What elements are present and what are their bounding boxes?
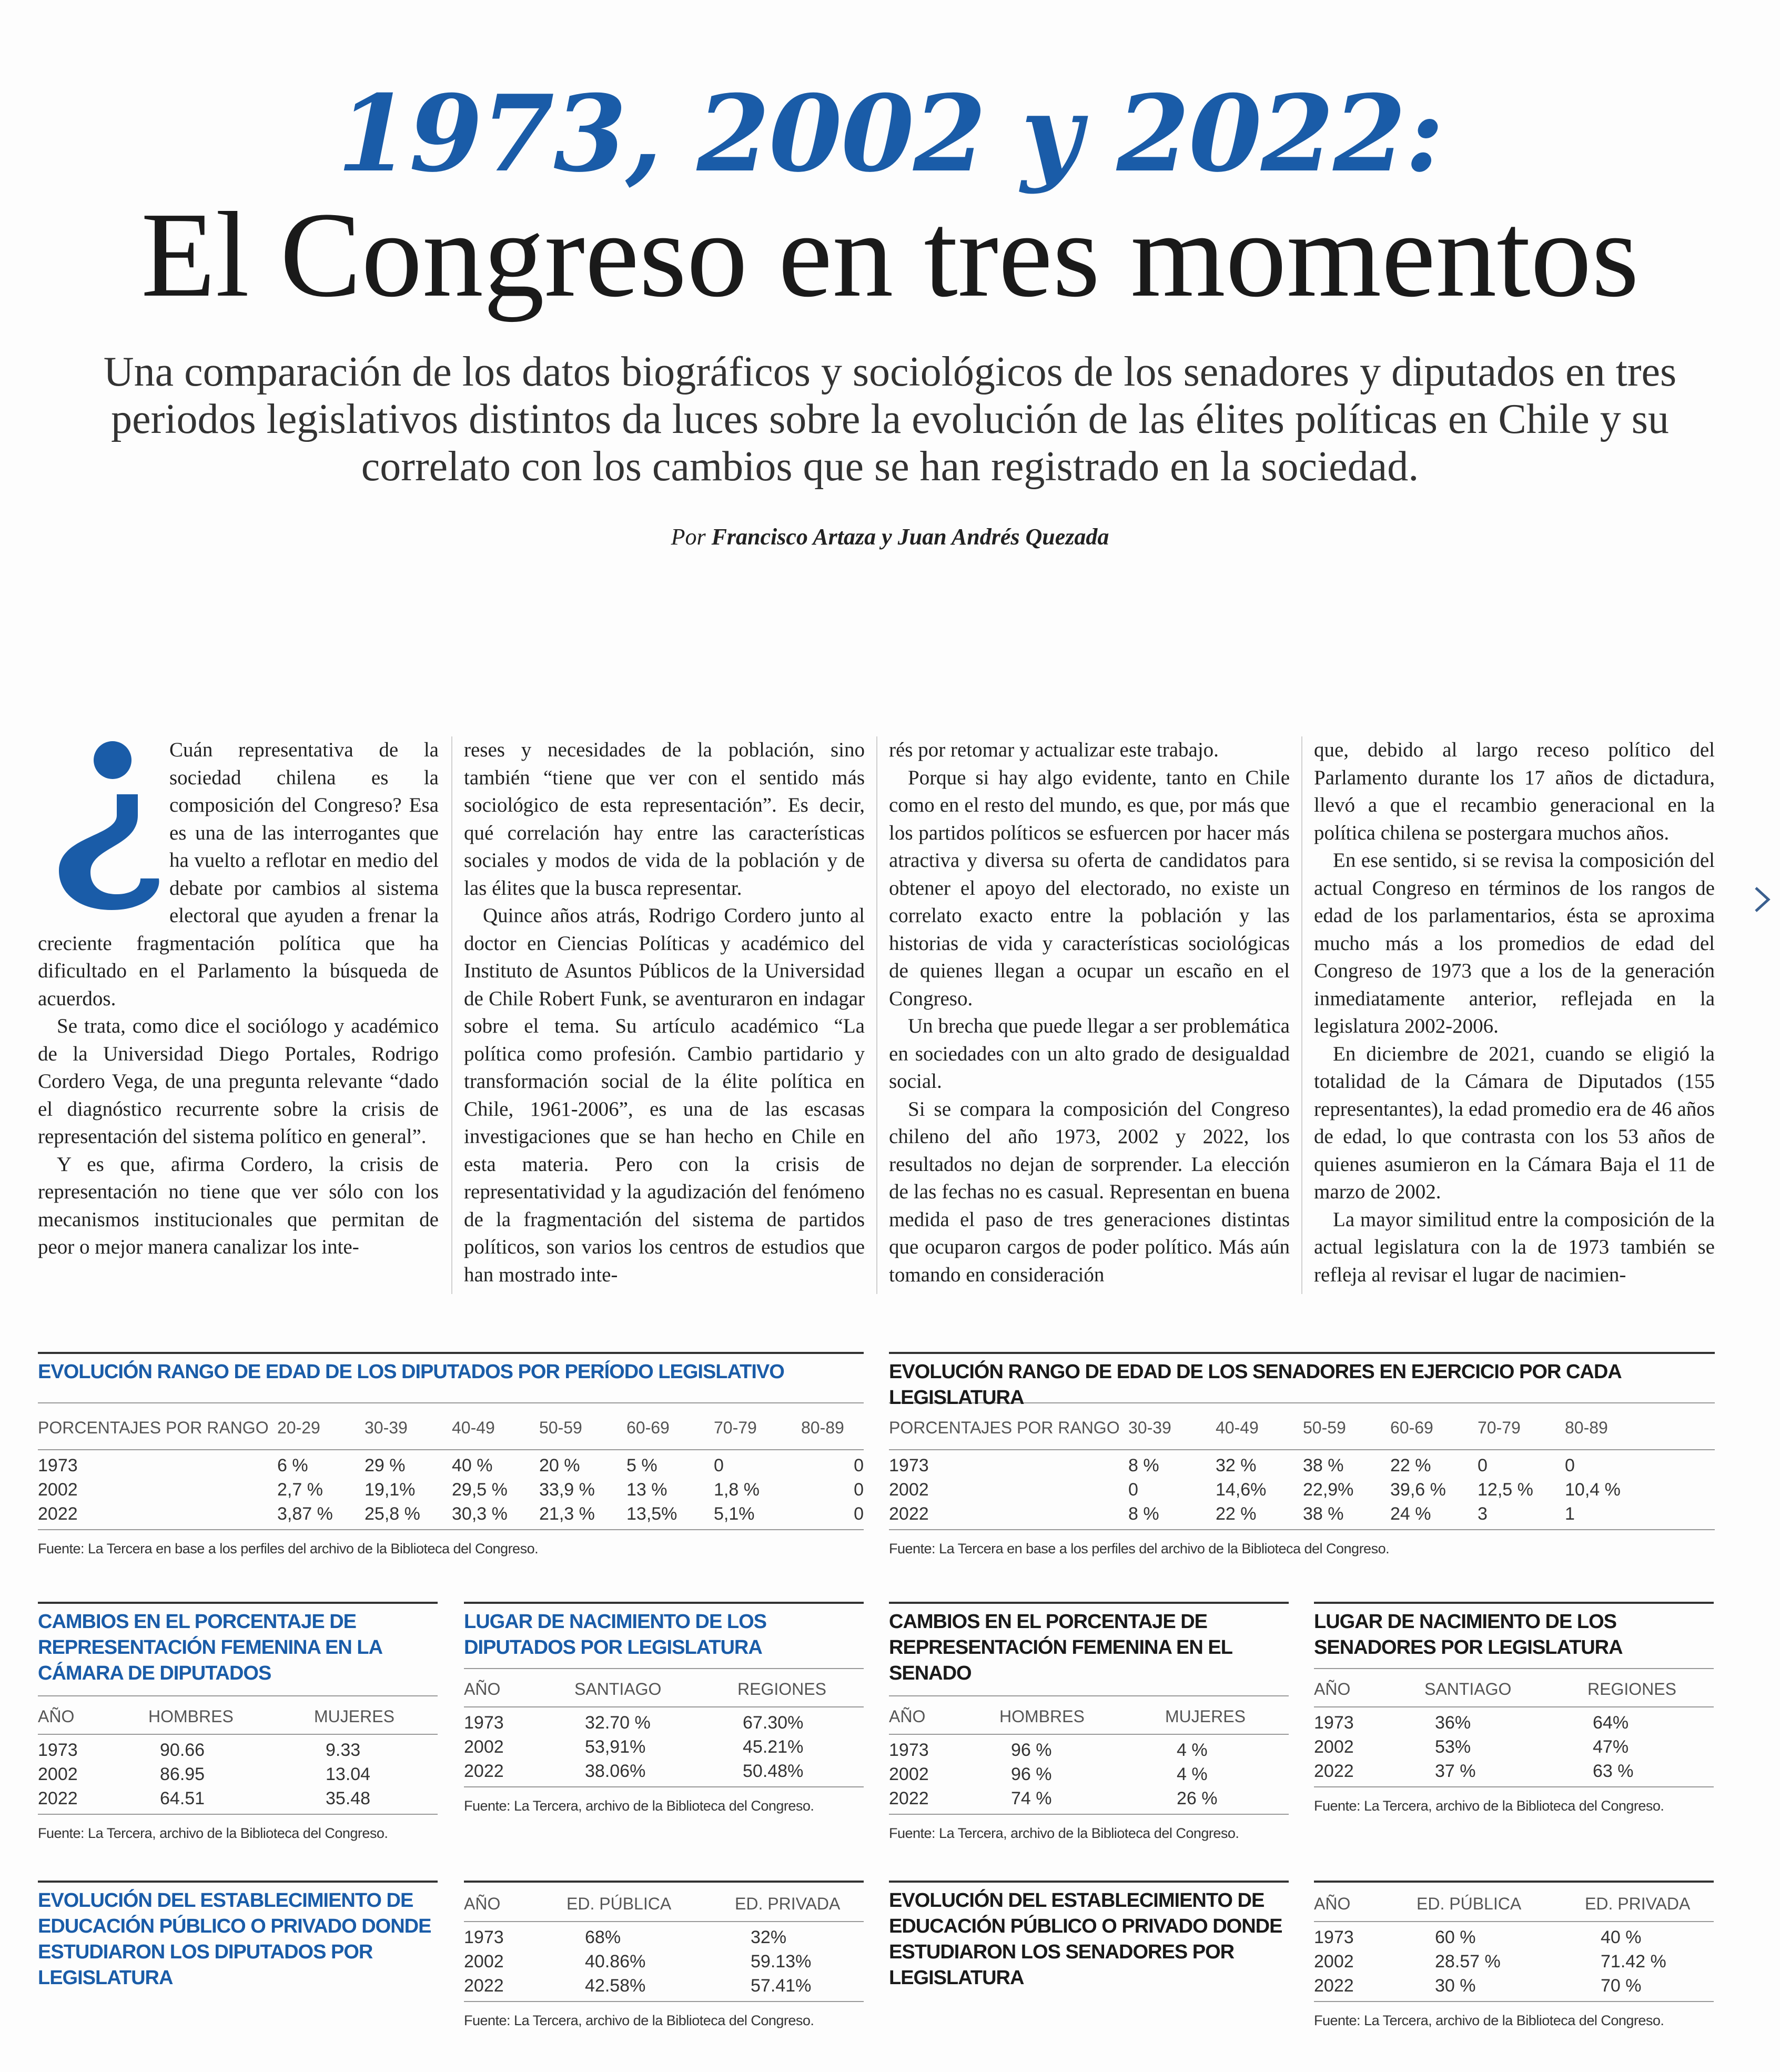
paragraph: Y es que, afirma Cordero, la crisis de representación no tiene que ver sólo con los mecanismos institucionales que permitan de peor o mejor manera canalizar los inte-	[38, 1153, 439, 1258]
cell: 38 %	[1303, 1456, 1344, 1475]
table-row	[464, 1711, 864, 1735]
cell: 1973	[464, 1927, 504, 1947]
table-header	[1314, 1668, 1714, 1707]
cell: 2002	[464, 1737, 504, 1757]
cell: 2002	[889, 1480, 929, 1500]
cell: 2022	[889, 1504, 929, 1524]
deck	[47, 348, 1733, 490]
cell: 12,5 %	[1478, 1480, 1533, 1500]
col-header: 60-69	[626, 1418, 670, 1437]
cell: 32%	[751, 1927, 787, 1947]
table-row	[1314, 1759, 1714, 1783]
cell: 21,3 %	[539, 1504, 595, 1524]
col-header: AÑO	[889, 1707, 926, 1726]
table-row	[1314, 1925, 1714, 1949]
col-header: 70-79	[714, 1418, 757, 1437]
cell: 0	[854, 1480, 864, 1500]
next-page-chevron-icon[interactable]	[1752, 884, 1773, 915]
cell: 4 %	[1177, 1740, 1208, 1760]
byline	[0, 523, 1780, 550]
col-header: REGIONES	[1587, 1680, 1676, 1699]
deck-line: periodos legislativos distintos da luces sobre la evolución de las élites políticas en Chile y su	[111, 396, 1669, 442]
table-edu-deputies	[464, 1881, 864, 2029]
table-row	[464, 1974, 864, 1998]
cell: 53,91%	[585, 1737, 646, 1757]
col-header: MUJERES	[1165, 1707, 1246, 1726]
table-women-senate	[889, 1602, 1289, 1842]
cell: 42.58%	[585, 1976, 646, 1996]
table-row	[889, 1453, 1715, 1478]
cell: 20 %	[539, 1456, 580, 1475]
drop-cap-question-mark-icon	[38, 736, 164, 910]
col-header: HOMBRES	[148, 1707, 234, 1726]
paragraph: rés por retomar y actualizar este trabajo.	[889, 739, 1219, 761]
cell: 25,8 %	[365, 1504, 420, 1524]
cell: 8 %	[1128, 1504, 1159, 1524]
cell: 1973	[889, 1456, 929, 1475]
table-body	[38, 1735, 438, 1815]
cell: 2022	[38, 1788, 78, 1808]
cell: 32.70 %	[585, 1713, 651, 1733]
paragraph: Cuán representativa de la sociedad chilena es la composición del Congreso? Esa es una de las interrogantes que ha vuelto a reflotar en medio del debate por cambios al sistema electoral que ayuden a frenar la creciente fragmentación política que ha dificultado en el Parlamento la búsqueda de acuerdos.	[38, 739, 439, 1010]
paragraph: La mayor similitud entre la composición de la actual legislatura con la de 1973 también se refleja al revisar el lugar de nacimien-	[1314, 1208, 1715, 1286]
col-header: AÑO	[1314, 1894, 1351, 1913]
cell: 68%	[585, 1927, 621, 1947]
table-row	[1314, 1974, 1714, 1998]
col-header: HOMBRES	[999, 1707, 1085, 1726]
headline-main: El Congreso en tres momentos	[140, 187, 1639, 322]
table-source: Fuente: La Tercera, archivo de la Biblioteca del Congreso.	[464, 1798, 814, 1814]
deck-line: correlato con los cambios que se han registrado en la sociedad.	[361, 443, 1419, 490]
table-row	[38, 1502, 864, 1526]
cell: 47%	[1593, 1737, 1629, 1757]
cell: 50.48%	[743, 1761, 804, 1781]
table-title: EVOLUCIÓN RANGO DE EDAD DE LOS DIPUTADOS POR PERÍODO LEGISLATIVO	[38, 1361, 784, 1383]
cell: 2022	[1314, 1761, 1354, 1781]
cell: 38 %	[1303, 1504, 1344, 1524]
table-header	[889, 1695, 1289, 1735]
cell: 29,5 %	[452, 1480, 508, 1500]
cell: 64%	[1593, 1713, 1629, 1733]
cell: 3,87 %	[277, 1504, 333, 1524]
col-header: 30-39	[1128, 1418, 1171, 1437]
col-header: AÑO	[1314, 1680, 1351, 1699]
table-body	[1314, 1707, 1714, 1787]
col-header: 80-89	[801, 1418, 844, 1437]
cell: 13,5%	[626, 1504, 677, 1524]
cell: 70 %	[1601, 1976, 1642, 1996]
table-body	[38, 1450, 864, 1530]
column-divider	[876, 736, 877, 1294]
cell: 45.21%	[743, 1737, 804, 1757]
headline-years: 1973, 2002 y 2022:	[337, 72, 1443, 196]
col-header: ED. PÚBLICA	[1417, 1894, 1522, 1913]
col-header: 20-29	[277, 1418, 320, 1437]
article-column-2	[464, 736, 865, 1289]
table-title: CAMBIOS EN EL PORCENTAJE DE REPRESENTACIÓN FEMENINA EN EL SENADO	[889, 1611, 1232, 1684]
table-row	[464, 1949, 864, 1974]
cell: 36%	[1435, 1713, 1471, 1733]
cell: 40.86%	[585, 1952, 646, 1972]
cell: 29 %	[365, 1456, 406, 1475]
cell: 0	[1128, 1480, 1138, 1500]
table-source: Fuente: La Tercera en base a los perfiles del archivo de la Biblioteca del Congreso.	[38, 1541, 539, 1556]
cell: 14,6%	[1216, 1480, 1267, 1500]
cell: 19,1%	[365, 1480, 416, 1500]
cell: 57.41%	[751, 1976, 812, 1996]
table-body	[1314, 1922, 1714, 2002]
table-source: Fuente: La Tercera, archivo de la Biblioteca del Congreso.	[889, 1825, 1239, 1841]
paragraph: Se trata, como dice el sociólogo y académico de la Universidad Diego Portales, Rodrigo Cordero Vega, de una pregunta relevante “dado el diagnóstico recurrente sobre la crisis de representación del sistema político en general”.	[38, 1015, 439, 1148]
table-header	[38, 1402, 864, 1450]
cell: 13 %	[626, 1480, 668, 1500]
table-row	[889, 1786, 1289, 1811]
col-header: 40-49	[452, 1418, 495, 1437]
table-source: Fuente: La Tercera, archivo de la Biblioteca del Congreso.	[38, 1825, 388, 1841]
cell: 1973	[889, 1740, 929, 1760]
paragraph: En ese sentido, si se revisa la composición del actual Congreso en términos de los rangos de edad de los parlamentarios, ésta se aproxima mucho más a los promedios de edad del Congreso de 1973 que a los de la generación inmediatamente anterior, reflejada en la legislatura 2002-2006.	[1314, 849, 1715, 1037]
paragraph: reses y necesidades de la población, sino también “tiene que ver con el sentido más sociológico de esta representación”. Es decir, qué correlación hay entre las características sociales y modos de vida de la población y de las élites que la busca representar.	[464, 739, 865, 899]
cell: 2022	[38, 1504, 78, 1524]
table-row	[889, 1478, 1715, 1502]
table-row	[464, 1925, 864, 1949]
deck-line: Una comparación de los datos biográficos y sociológicos de los senadores y diputados en tres	[103, 349, 1677, 395]
table-row	[889, 1762, 1289, 1786]
table-row	[38, 1786, 438, 1811]
cell: 5,1%	[714, 1504, 755, 1524]
column-divider	[1301, 736, 1302, 1294]
cell: 8 %	[1128, 1456, 1159, 1475]
col-header: AÑO	[464, 1680, 501, 1699]
cell: 1973	[464, 1713, 504, 1733]
cell: 96 %	[1011, 1740, 1052, 1760]
table-row	[1314, 1949, 1714, 1974]
cell: 2002	[1314, 1737, 1354, 1757]
table-title: CAMBIOS EN EL PORCENTAJE DE REPRESENTACIÓN FEMENINA EN LA CÁMARA DE DIPUTADOS	[38, 1611, 382, 1684]
table-body	[889, 1450, 1715, 1530]
cell: 30 %	[1435, 1976, 1476, 1996]
cell: 1973	[1314, 1713, 1354, 1733]
table-women-deputies	[38, 1602, 438, 1842]
article-column-3	[889, 736, 1290, 1289]
cell: 22 %	[1216, 1504, 1257, 1524]
table-row	[464, 1759, 864, 1783]
col-header: 40-49	[1216, 1418, 1259, 1437]
col-header: AÑO	[464, 1894, 501, 1913]
cell: 1973	[1314, 1927, 1354, 1947]
cell: 1973	[38, 1456, 78, 1475]
cell: 2002	[38, 1764, 78, 1784]
col-header: PORCENTAJES POR RANGO	[38, 1418, 269, 1437]
table-header	[38, 1695, 438, 1735]
table-edu-senators	[1314, 1881, 1714, 2029]
col-header: 60-69	[1390, 1418, 1433, 1437]
cell: 2022	[464, 1976, 504, 1996]
cell: 71.42 %	[1601, 1952, 1666, 1972]
cell: 4 %	[1177, 1764, 1208, 1784]
cell: 2,7 %	[277, 1480, 323, 1500]
cell: 38.06%	[585, 1761, 646, 1781]
col-header: SANTIAGO	[574, 1680, 662, 1699]
cell: 59.13%	[751, 1952, 812, 1972]
column-divider	[451, 736, 452, 1294]
cell: 0	[1478, 1456, 1488, 1475]
cell: 39,6 %	[1390, 1480, 1446, 1500]
col-header: 80-89	[1565, 1418, 1608, 1437]
cell: 3	[1478, 1504, 1488, 1524]
cell: 24 %	[1390, 1504, 1431, 1524]
paragraph: En diciembre de 2021, cuando se eligió la totalidad de la Cámara de Diputados (155 representantes), la edad promedio era de 46 años de edad, lo que contrasta con los 53 años de quienes asumieron en la Cámara Baja el 11 de marzo de 2002.	[1314, 1042, 1715, 1203]
cell: 74 %	[1011, 1788, 1052, 1808]
cell: 67.30%	[743, 1713, 804, 1733]
cell: 0	[854, 1504, 864, 1524]
cell: 10,4 %	[1565, 1480, 1621, 1500]
table-header	[464, 1668, 864, 1707]
table-birth-deputies	[464, 1602, 864, 1814]
cell: 60 %	[1435, 1927, 1476, 1947]
col-header: 50-59	[1303, 1418, 1346, 1437]
cell: 26 %	[1177, 1788, 1218, 1808]
cell: 0	[854, 1456, 864, 1475]
cell: 13.04	[326, 1764, 371, 1784]
cell: 90.66	[160, 1740, 205, 1760]
col-header: REGIONES	[737, 1680, 826, 1699]
table-source: Fuente: La Tercera, archivo de la Biblioteca del Congreso.	[1314, 2013, 1664, 2028]
cell: 2002	[889, 1764, 929, 1784]
cell: 40 %	[452, 1456, 493, 1475]
cell: 9.33	[326, 1740, 361, 1760]
col-header: 30-39	[365, 1418, 408, 1437]
table-title: EVOLUCIÓN RANGO DE EDAD DE LOS SENADORES EN EJERCICIO POR CADA LEGISLATURA	[889, 1361, 1621, 1409]
table-row	[38, 1453, 864, 1478]
byline-prefix: Por	[671, 524, 706, 550]
cell: 37 %	[1435, 1761, 1476, 1781]
cell: 22,9%	[1303, 1480, 1354, 1500]
table-row	[1314, 1711, 1714, 1735]
article-body	[38, 736, 1721, 1294]
cell: 2022	[1314, 1976, 1354, 1996]
col-header: ED. PRIVADA	[735, 1894, 841, 1913]
col-header: 70-79	[1478, 1418, 1521, 1437]
col-header: AÑO	[38, 1707, 75, 1726]
table-header	[464, 1883, 864, 1922]
paragraph: Quince años atrás, Rodrigo Cordero junto al doctor en Ciencias Políticas y académico del Instituto de Asuntos Públicos de la Universidad de Chile Robert Funk, se aventuraron en indagar sobre el tema. Su artículo académico “La política como profesión. Cambio partidario y transformación social de la élite política en Chile, 1961-2006”, es una de las escasas investigaciones que se han hecho en Chile en esta materia. Pero con la crisis de representatividad y la agudización del fenómeno de la fragmentación del sistema de partidos políticos, son varios los centros de estudios que han mostrado inte-	[464, 904, 865, 1286]
cell: 63 %	[1593, 1761, 1634, 1781]
table-row	[38, 1478, 864, 1502]
table-title: LUGAR DE NACIMIENTO DE LOS SENADORES POR LEGISLATURA	[1314, 1611, 1623, 1659]
table-age-senators	[889, 1352, 1715, 1557]
col-header: ED. PRIVADA	[1585, 1894, 1691, 1913]
table-title: LUGAR DE NACIMIENTO DE LOS DIPUTADOS POR LEGISLATURA	[464, 1611, 766, 1659]
cell: 28.57 %	[1435, 1952, 1501, 1972]
cell: 30,3 %	[452, 1504, 508, 1524]
table-source: Fuente: La Tercera, archivo de la Biblioteca del Congreso.	[1314, 1798, 1664, 1814]
table-age-deputies	[38, 1352, 864, 1557]
col-header: MUJERES	[314, 1707, 395, 1726]
paragraph: Un brecha que puede llegar a ser problemática en sociedades con un alto grado de desigualdad social.	[889, 1015, 1290, 1093]
cell: 5 %	[626, 1456, 658, 1475]
cell: 2002	[464, 1952, 504, 1972]
article-column-1	[38, 736, 439, 1261]
table-row	[889, 1738, 1289, 1762]
paragraph: Si se compara la composición del Congreso chileno del año 1973, 2002 y 2022, los resultados no dejan de sorprender. La elección de las fechas no es casual. Representan en buena medida el paso de tres generaciones distintas que ocuparon cargos de poder político. Más aún tomando en consideración	[889, 1097, 1290, 1286]
cell: 22 %	[1390, 1456, 1431, 1475]
cell: 35.48	[326, 1788, 371, 1808]
col-header: SANTIAGO	[1424, 1680, 1512, 1699]
cell: 1	[1565, 1504, 1575, 1524]
paragraph: que, debido al largo receso político del Parlamento durante los 17 años de dictadura, llevó a que el recambio generacional en la política chilena se postergara muchos años.	[1314, 739, 1715, 844]
article-column-4	[1314, 736, 1715, 1289]
cell: 2022	[464, 1761, 504, 1781]
cell: 96 %	[1011, 1764, 1052, 1784]
byline-authors: Francisco Artaza y Juan Andrés Quezada	[711, 524, 1109, 550]
col-header: ED. PÚBLICA	[567, 1894, 672, 1913]
paragraph: Porque si hay algo evidente, tanto en Chile como en el resto del mundo, es que, por más que los partidos políticos se esfuercen por hacer más atractiva y diversa su oferta de candidatos para obtener el apoyo del electorado, no existe un correlato exacto entre la población y las historias de vida y características sociológicas de quienes llegan a ocupar un escaño en el Congreso.	[889, 766, 1290, 1010]
cell: 2002	[38, 1480, 78, 1500]
cell: 32 %	[1216, 1456, 1257, 1475]
table-body	[464, 1922, 864, 2002]
table-header	[1314, 1883, 1714, 1922]
col-header: 50-59	[539, 1418, 582, 1437]
table-body	[464, 1707, 864, 1787]
table-row	[38, 1762, 438, 1786]
table-row	[38, 1738, 438, 1762]
table-title-edu-deputies: EVOLUCIÓN DEL ESTABLECIMIENTO DE EDUCACIÓN PÚBLICO O PRIVADO DONDE ESTUDIARON LOS DIPUTADOS POR LEGISLATURA	[38, 1881, 438, 1991]
table-row	[464, 1735, 864, 1759]
cell: 0	[714, 1456, 724, 1475]
col-header: PORCENTAJES POR RANGO	[889, 1418, 1120, 1437]
table-birth-senators	[1314, 1602, 1714, 1814]
table-source: Fuente: La Tercera en base a los perfiles del archivo de la Biblioteca del Congreso.	[889, 1541, 1390, 1556]
table-row	[889, 1502, 1715, 1526]
cell: 2022	[889, 1788, 929, 1808]
cell: 0	[1565, 1456, 1575, 1475]
cell: 53%	[1435, 1737, 1471, 1757]
table-title-edu-senators: EVOLUCIÓN DEL ESTABLECIMIENTO DE EDUCACIÓN PÚBLICO O PRIVADO DONDE ESTUDIARON LOS SENADORES POR LEGISLATURA	[889, 1881, 1289, 1991]
cell: 1,8 %	[714, 1480, 760, 1500]
cell: 2002	[1314, 1952, 1354, 1972]
cell: 33,9 %	[539, 1480, 595, 1500]
table-body	[889, 1735, 1289, 1815]
cell: 6 %	[277, 1456, 308, 1475]
cell: 1973	[38, 1740, 78, 1760]
cell: 64.51	[160, 1788, 205, 1808]
cell: 86.95	[160, 1764, 205, 1784]
cell: 40 %	[1601, 1927, 1642, 1947]
table-source: Fuente: La Tercera, archivo de la Biblioteca del Congreso.	[464, 2013, 814, 2028]
table-row	[1314, 1735, 1714, 1759]
